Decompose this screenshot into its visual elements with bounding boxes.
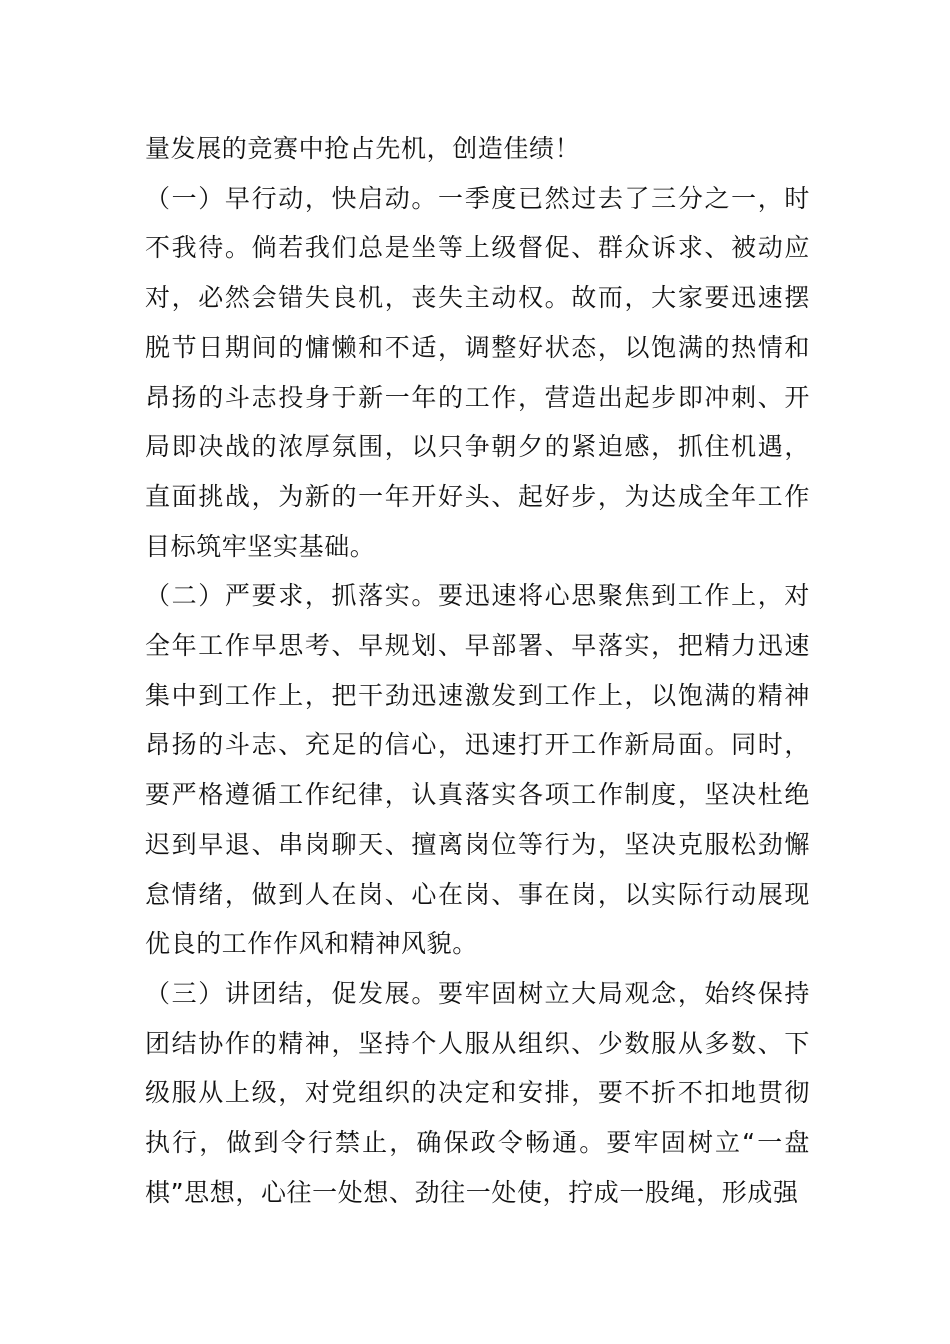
paragraph-continuation: 量发展的竞赛中抢占先机，创造佳绩！ [145, 134, 581, 163]
paragraph-early-action: （一）早行动，快启动。一季度已然过去了三分之一，时不我待。倘若我们总是坐等上级督促、群众诉求、被动应对，必然会错失良机，丧失主动权。故而，大家要迅速摆脱节日期间的慵懒和不适，调整好状态，以饱满的热情和昂扬的斗志投身于新一年的工作，营造出起步即冲刺、开局即决战的浓厚氛围，以只争朝夕的紧迫感，抓住机遇，直面挑战，为新的一年开好头、起好步，为达成全年工作目标筑牢坚实基础。 [145, 183, 810, 561]
paragraph-strict-requirements: （二）严要求，抓落实。要迅速将心思聚焦到工作上，对全年工作早思考、早规划、早部署、早落实，把精力迅速集中到工作上，把干劲迅速激发到工作上，以饱满的精神昂扬的斗志、充足的信心，迅速打开工作新局面。同时，要严格遵循工作纪律，认真落实各项工作制度，坚决杜绝迟到早退、串岗聊天、擅离岗位等行为，坚决克服松劲懈怠情绪，做到人在岗、心在岗、事在岗，以实际行动展现优良的工作作风和精神风貌。 [145, 581, 810, 959]
paragraph-unity-development: （三）讲团结，促发展。要牢固树立大局观念，始终保持团结协作的精神，坚持个人服从组织、少数服从多数、下级服从上级，对党组织的决定和安排，要不折不扣地贯彻执行，做到令行禁止，确保政令畅通。要牢固树立“一盘棋”思想，心往一处想、劲往一处使，拧成一股绳，形成强 [145, 978, 810, 1207]
body-text [145, 124, 810, 1217]
